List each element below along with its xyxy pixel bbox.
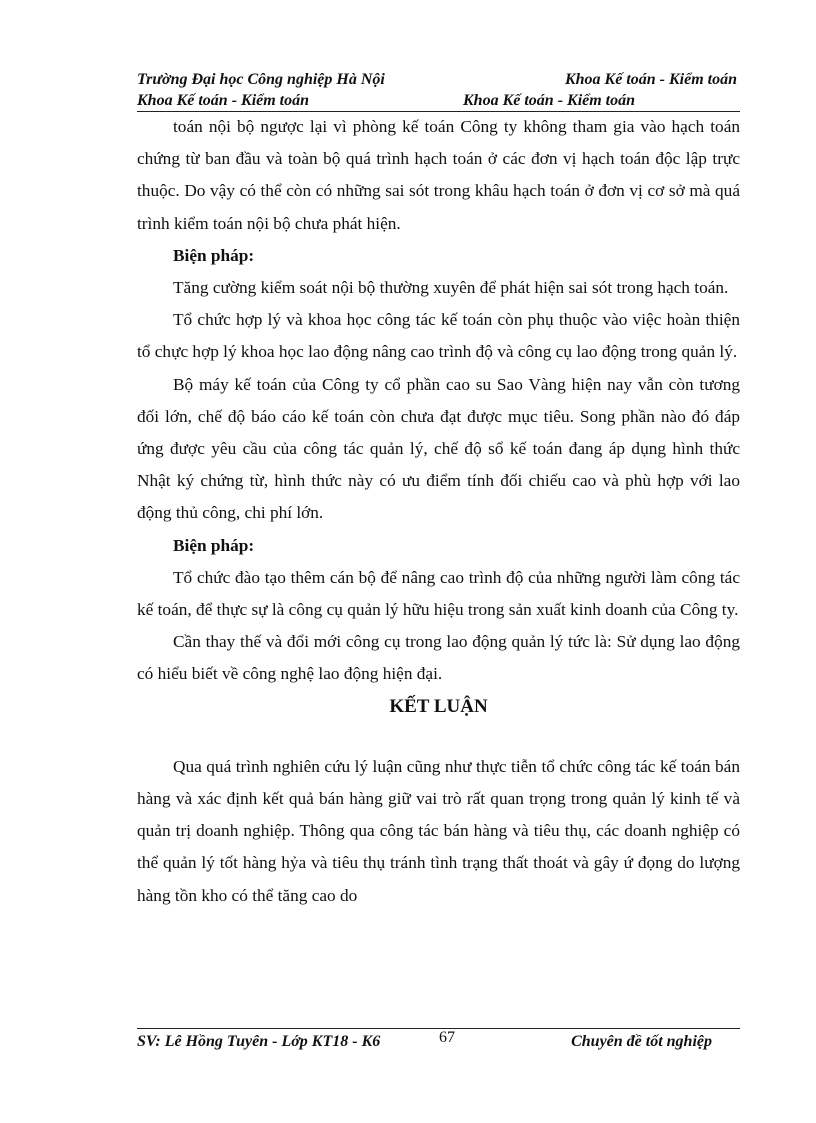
header-line-1 bbox=[137, 70, 740, 90]
document-body bbox=[137, 111, 740, 912]
paragraph: Bộ máy kế toán của Công ty cổ phần cao su Sao Vàng hiện nay vẫn còn tương đối lớn, chế độ báo cáo kế toán còn chưa đạt được mục tiêu. Song phần nào đó đáp ứng được yêu cầu của công tác quản lý, chế độ sổ kế toán đang áp dụng hình thức Nhật ký chứng từ, hình thức này có ưu điểm tính đối chiếu cao và phù hợp với lao động thủ công, chi phí lớn. bbox=[137, 374, 740, 523]
header-faculty: Khoa Kế toán - Kiểm toán bbox=[564, 71, 737, 88]
header-school: Trường Đại học Công nghiệp Hà Nội bbox=[137, 71, 385, 88]
header-faculty-center: Khoa Kế toán - Kiểm toán bbox=[463, 92, 636, 109]
footer-doc-type: Chuyên đề tốt nghiệp bbox=[571, 1033, 712, 1050]
paragraph: toán nội bộ ngược lại vì phòng kế toán Công ty không tham gia vào hạch toán chứng từ ban đầu và toàn bộ quá trình hạch toán ở các đơn vị hạch toán độc lập trực thuộc. Do vậy có thể còn có những sai sót trong khâu hạch toán ở đơn vị cơ sở mà quá trình kiểm toán nội bộ chưa phát hiện. bbox=[137, 117, 740, 233]
paragraph: Qua quá trình nghiên cứu lý luận cũng như thực tiễn tổ chức công tác kế toán bán hàng và xác định kết quả bán hàng giữ vai trò rất quan trọng trong quản lý kinh tế và quản trị doanh nghiệp. Thông qua công tác bán hàng và tiêu thụ, các doanh nghiệp có thể quản lý tốt hàng hỷa và tiêu thụ tránh tình trạng thất thoát và gây ứ đọng do lượng hàng tồn kho có thể tăng cao do bbox=[137, 756, 740, 905]
paragraph: Tăng cường kiểm soát nội bộ thường xuyên để phát hiện sai sót trong hạch toán. bbox=[173, 278, 729, 298]
section-label: Biện pháp: bbox=[173, 535, 255, 555]
paragraph: Tổ chức đào tạo thêm cán bộ để nâng cao trình độ của những người làm công tác kế toán, để thực sự là công cụ quản lý hữu hiệu trong sản xuất kinh doanh của Công ty. bbox=[137, 567, 740, 620]
paragraph: Cần thay thế và đổi mới công cụ trong lao động quản lý tức là: Sử dụng lao động có hiểu biết về công nghệ lao động hiện đại. bbox=[137, 632, 740, 684]
section-title: KẾT LUẬN bbox=[389, 695, 488, 717]
section-label: Biện pháp: bbox=[173, 245, 255, 265]
footer bbox=[137, 1028, 740, 1059]
footer-author: SV: Lê Hồng Tuyên - Lớp KT18 - K6 bbox=[137, 1033, 381, 1050]
paragraph: Tổ chức hợp lý và khoa học công tác kế toán còn phụ thuộc vào việc hoàn thiện tổ chực hợp lý khoa học lao động nâng cao trình độ và công cụ lao động trong quản lý. bbox=[137, 310, 740, 362]
header-line-2 bbox=[137, 91, 740, 112]
header-faculty-left: Khoa Kế toán - Kiểm toán bbox=[137, 92, 310, 109]
page-number: 67 bbox=[439, 1029, 455, 1046]
